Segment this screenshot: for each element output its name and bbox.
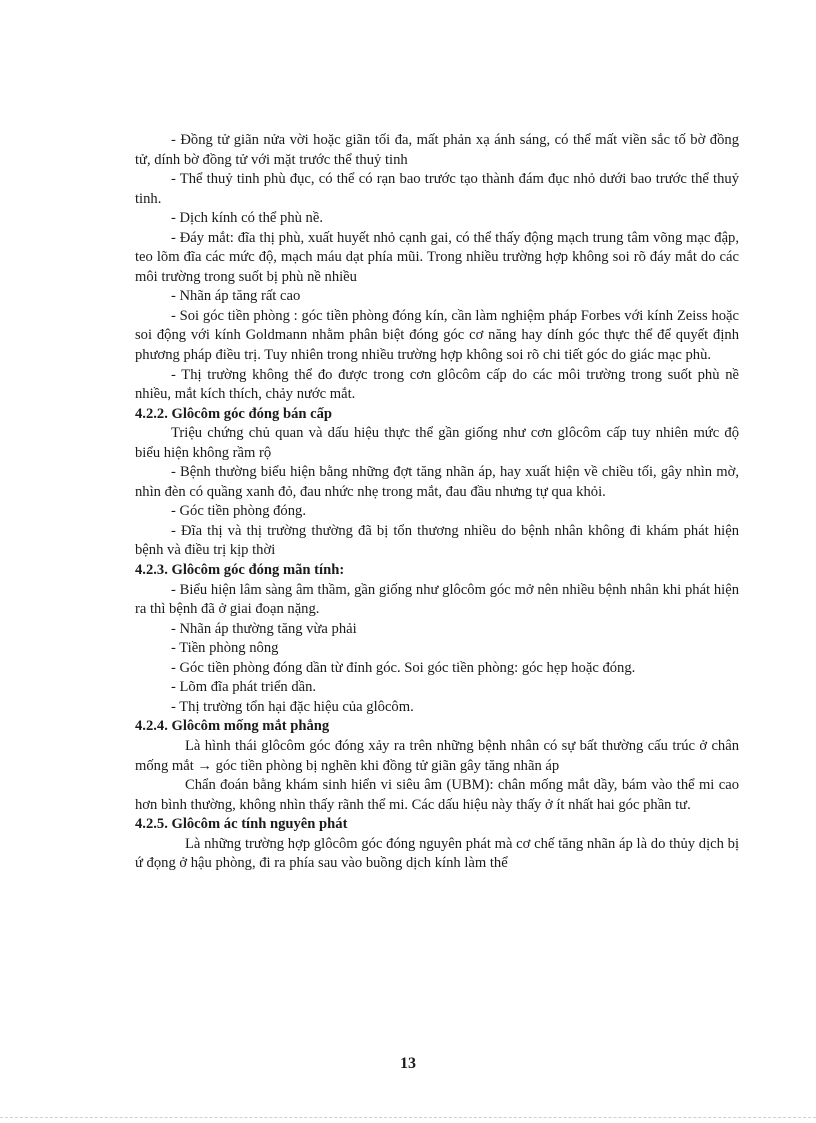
paragraph-dong-tu: - Đồng tử giãn nửa vời hoặc giãn tối đa, mất phản xạ ánh sáng, có thể mất viền sắc tố bờ đồng tử, dính bờ đồng tử với mặt trước thể thuỷ tinh <box>135 132 739 168</box>
section-heading-4-2-5: 4.2.5. Glôcôm ác tính nguyên phát <box>135 816 348 833</box>
paragraph-benh-thuong: - Bệnh thường biểu hiện bằng những đợt tăng nhãn áp, hay xuất hiện về chiều tối, gây nhìn mờ, nhìn đèn có quầng xanh đỏ, đau nhức nhẹ trong mắt, đau đầu nhưng tự qua khỏi. <box>135 464 739 500</box>
paragraph-lom-dia: - Lõm đĩa phát triển dần. <box>171 679 317 696</box>
paragraph-dia-thi: - Đĩa thị và thị trường thường đã bị tổn thương nhiều do bệnh nhân không đi khám phát hiện bệnh và điều trị kịp thời <box>135 522 739 559</box>
page-body <box>135 131 739 874</box>
paragraph-thi-truong: - Thị trường không thể đo được trong cơn glôcôm cấp do các môi trường trong suốt phù nề nhiều, mắt kích thích, chảy nước mắt. <box>135 366 739 403</box>
paragraph-goc-tien-phong-dong: - Góc tiền phòng đóng. <box>171 503 306 520</box>
section-heading-4-2-2: 4.2.2. Glôcôm góc đóng bán cấp <box>135 405 333 422</box>
section-heading-4-2-3: 4.2.3. Glôcôm góc đóng mãn tính: <box>135 562 345 579</box>
paragraph-ac-tinh: Là những trường hợp glôcôm góc đóng nguyên phát mà cơ chế tăng nhãn áp là do thủy dịch bị ứ đọng ở hậu phòng, đi ra phía sau vào buồng dịch kính làm thể <box>135 835 739 872</box>
paragraph-trieu-chung: Triệu chứng chủ quan và dấu hiệu thực thể gần giống như cơn glôcôm cấp tuy nhiên mức độ biểu hiện không rầm rộ <box>135 425 739 461</box>
paragraph-soi-goc: - Soi góc tiền phòng : góc tiền phòng đóng kín, cần làm nghiệm pháp Forbes với kính Zeiss hoặc soi động với kính Goldmann nhằm phân biệt đóng góc cơ năng hay dính góc thực thể để quyết định phương pháp điều trị. Tuy nhiên trong nhiều trường hợp không soi rõ chi tiết góc do giác mạc phù. <box>135 307 739 364</box>
paragraph-chan-doan: Chẩn đoán bằng khám sinh hiển vi siêu âm (UBM): chân mống mắt dầy, bám vào thể mi cao hơn bình thường, không nhìn thấy rãnh thể mi. Các dấu hiệu này thấy ở ít nhất hai góc phần tư. <box>135 777 739 813</box>
paragraph-day-mat: - Đáy mắt: đĩa thị phù, xuất huyết nhỏ cạnh gai, có thể thấy động mạch trung tâm võng mạc đập, teo lõm đĩa các mức độ, mạch máu dạt phía mũi. Trong nhiều trường hợp không soi rõ đáy mắt do các môi trường trong suốt bị phù nề nhiều <box>135 229 739 285</box>
section-heading-4-2-4: 4.2.4. Glôcôm mống mắt phẳng <box>135 718 330 735</box>
paragraph-nhan-ap-vua: - Nhãn áp thường tăng vừa phải <box>171 620 357 637</box>
paragraph-bieu-hien: - Biểu hiện lâm sàng âm thầm, gần giống như glôcôm góc mở nên nhiều bệnh nhân khi phát hiện ra thì bệnh đã ở giai đoạn nặng. <box>135 581 739 618</box>
paragraph-goc-dong-dan: - Góc tiền phòng đóng dần từ đỉnh góc. Soi góc tiền phòng: góc hẹp hoặc đóng. <box>171 659 636 676</box>
paragraph-thi-truong-ton-hai: - Thị trường tổn hại đặc hiệu của glôcôm. <box>171 698 414 715</box>
page-bottom-divider <box>0 1117 816 1118</box>
paragraph-the-thuy-tinh: - Thể thuỷ tinh phù đục, có thể có rạn bao trước tạo thành đám đục nhỏ dưới bao trước thể thuỷ tinh. <box>135 171 739 207</box>
paragraph-nhan-ap: - Nhãn áp tăng rất cao <box>171 288 301 305</box>
paragraph-tien-phong-nong: - Tiền phòng nông <box>171 640 279 657</box>
paragraph-hinh-thai: Là hình thái glôcôm góc đóng xảy ra trên những bệnh nhân có sự bất thường cấu trúc ở chân mống mắt → góc tiền phòng bị nghẽn khi đồng tử giãn gây tăng nhãn áp <box>135 737 739 774</box>
page-number: 13 <box>400 1055 416 1072</box>
paragraph-dich-kinh: - Dịch kính có thể phù nề. <box>171 210 323 227</box>
